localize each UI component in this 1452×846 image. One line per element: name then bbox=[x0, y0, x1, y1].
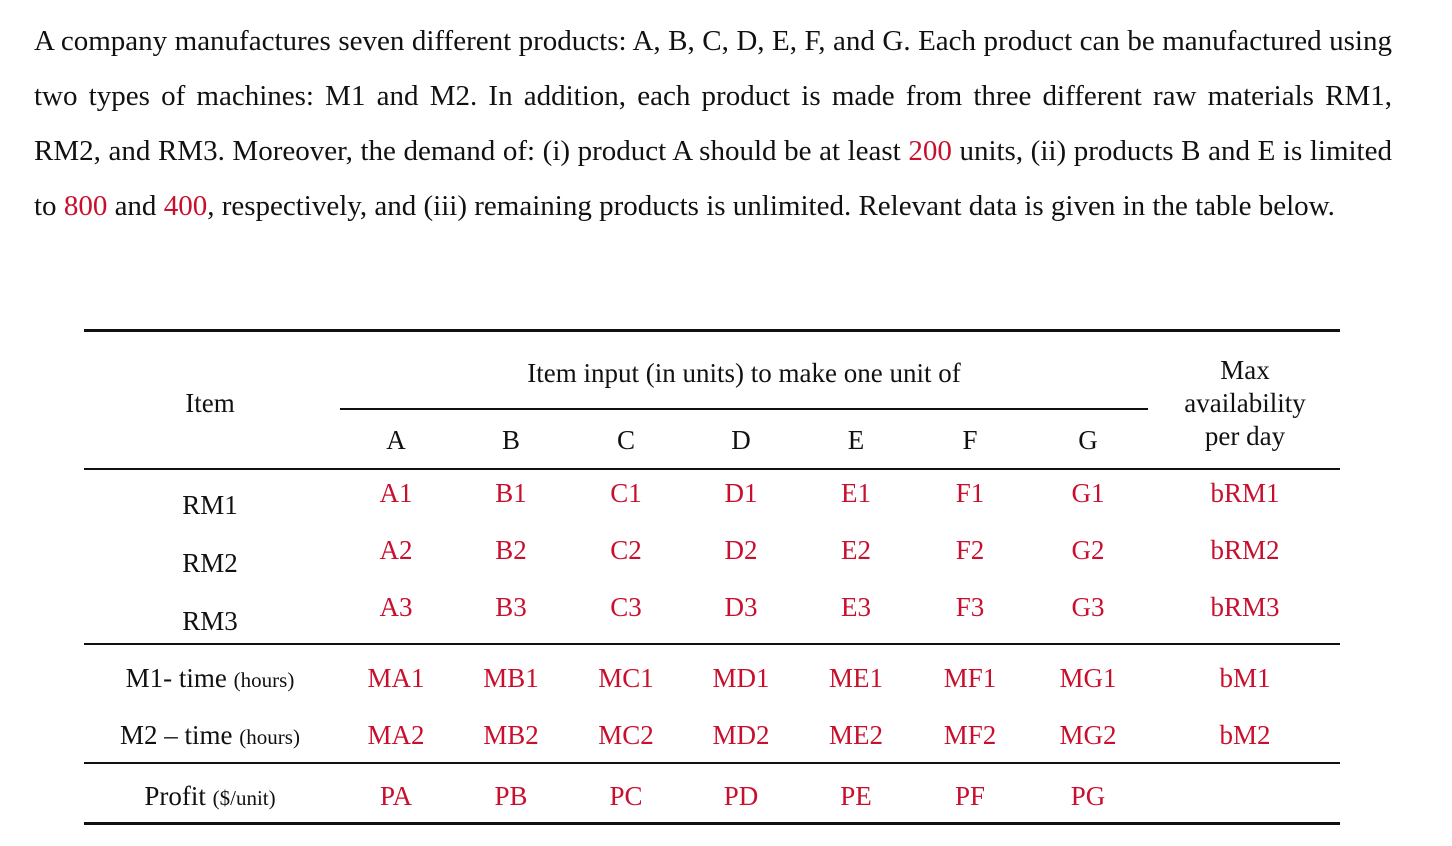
table-cell: E3 bbox=[841, 592, 871, 622]
table-cell: F3 bbox=[955, 592, 985, 622]
table-cell: ME1 bbox=[829, 663, 883, 693]
max-availability-cell: bM1 bbox=[1219, 663, 1271, 693]
table-cell: D3 bbox=[724, 592, 758, 622]
machines-bottom-rule bbox=[84, 762, 1340, 764]
intro-text-2: units, (ii) products B and E is limited to bbox=[34, 135, 1392, 222]
table-cell: G3 bbox=[1071, 592, 1105, 622]
row-label-unit: ($/unit) bbox=[212, 786, 276, 810]
row-label-text: Profit bbox=[144, 781, 206, 811]
table-cell: A2 bbox=[379, 535, 413, 565]
max-availability-header bbox=[1150, 354, 1340, 453]
table-cell: MD1 bbox=[712, 663, 770, 693]
product-header-f: F bbox=[962, 425, 978, 455]
table-cell: C1 bbox=[610, 478, 642, 508]
table-cell: MG2 bbox=[1059, 720, 1117, 750]
row-label bbox=[80, 489, 340, 521]
table-cell: MB1 bbox=[483, 663, 539, 693]
item-header: Item bbox=[185, 388, 235, 418]
product-header-g: G bbox=[1078, 425, 1098, 455]
row-label-text: RM3 bbox=[182, 606, 238, 636]
row-label-unit: (hours) bbox=[239, 725, 300, 749]
table-cell: PF bbox=[954, 781, 986, 811]
table-cell: C3 bbox=[610, 592, 642, 622]
header-bottom-rule bbox=[84, 468, 1340, 470]
table-cell: PG bbox=[1070, 781, 1106, 811]
table-cell: F1 bbox=[955, 478, 985, 508]
max-header-line-1: Max bbox=[1220, 355, 1270, 385]
product-header-c: C bbox=[616, 425, 635, 455]
table-cell: MA1 bbox=[367, 663, 425, 693]
table-cell: E1 bbox=[841, 478, 871, 508]
row-label-text: M1- time bbox=[125, 663, 227, 693]
row-label bbox=[80, 719, 340, 753]
demand-b-value: 800 bbox=[63, 190, 108, 222]
table-cell: B2 bbox=[495, 535, 527, 565]
row-label-text: RM2 bbox=[182, 548, 238, 578]
table-bottom-rule bbox=[84, 822, 1340, 825]
table-cell: A3 bbox=[379, 592, 413, 622]
table-cell: PC bbox=[609, 781, 643, 811]
row-label-text: RM1 bbox=[182, 490, 238, 520]
row-label-unit: (hours) bbox=[233, 668, 295, 692]
demand-e-value: 400 bbox=[163, 190, 208, 222]
product-header-d: D bbox=[731, 425, 751, 455]
table-cell: A1 bbox=[379, 478, 413, 508]
table-cell: PD bbox=[723, 781, 759, 811]
table-cell: G1 bbox=[1071, 478, 1105, 508]
table-cell: E2 bbox=[841, 535, 871, 565]
group-header-rule bbox=[340, 408, 1148, 410]
problem-statement bbox=[34, 14, 1392, 234]
table-top-rule bbox=[84, 329, 1340, 332]
table-cell: MC2 bbox=[598, 720, 654, 750]
product-header-e: E bbox=[847, 425, 865, 455]
intro-text-3: and bbox=[107, 190, 164, 222]
table-cell: D2 bbox=[724, 535, 758, 565]
table-cell: C2 bbox=[610, 535, 642, 565]
row-label bbox=[80, 780, 340, 814]
materials-bottom-rule bbox=[84, 643, 1340, 645]
table-cell: MD2 bbox=[712, 720, 770, 750]
table-cell: MG1 bbox=[1059, 663, 1117, 693]
table-cell: MB2 bbox=[483, 720, 539, 750]
table-cell: B1 bbox=[495, 478, 527, 508]
max-availability-cell: bRM2 bbox=[1210, 535, 1280, 565]
table-cell: F2 bbox=[955, 535, 985, 565]
table-cell: PE bbox=[840, 781, 872, 811]
product-header-b: B bbox=[501, 425, 520, 455]
intro-text-1: A company manufactures seven different products: A, B, C, D, E, F, and G. Each product can be manufactured using two types of machines: M1 and M2. In addition, each product is made from three different raw materials RM1, RM2, and RM3. Moreover, the demand of: (i) product A should be at least bbox=[34, 25, 1392, 167]
row-label bbox=[80, 547, 340, 579]
table-cell: PB bbox=[494, 781, 528, 811]
row-label bbox=[80, 662, 340, 696]
table-cell: PA bbox=[379, 781, 413, 811]
row-label-text: M2 – time bbox=[120, 720, 233, 750]
max-availability-cell: bRM3 bbox=[1210, 592, 1280, 622]
table-cell: B3 bbox=[495, 592, 527, 622]
group-header: Item input (in units) to make one unit of bbox=[527, 358, 961, 388]
intro-text-4: , respectively, and (iii) remaining products is unlimited. Relevant data is given in the table below. bbox=[207, 190, 1335, 222]
table-cell: MA2 bbox=[367, 720, 425, 750]
demand-a-value: 200 bbox=[908, 135, 952, 167]
table-cell: MC1 bbox=[598, 663, 654, 693]
max-header-line-3: per day bbox=[1204, 421, 1286, 451]
table-cell: ME2 bbox=[829, 720, 883, 750]
table-cell: G2 bbox=[1071, 535, 1105, 565]
table-cell: MF2 bbox=[943, 720, 997, 750]
max-availability-cell: bRM1 bbox=[1210, 478, 1280, 508]
product-header-a: A bbox=[386, 425, 406, 455]
table-cell: MF1 bbox=[943, 663, 997, 693]
table-cell: D1 bbox=[724, 478, 758, 508]
row-label bbox=[80, 605, 340, 637]
max-availability-cell: bM2 bbox=[1219, 720, 1271, 750]
max-header-line-2: availability bbox=[1184, 388, 1306, 418]
